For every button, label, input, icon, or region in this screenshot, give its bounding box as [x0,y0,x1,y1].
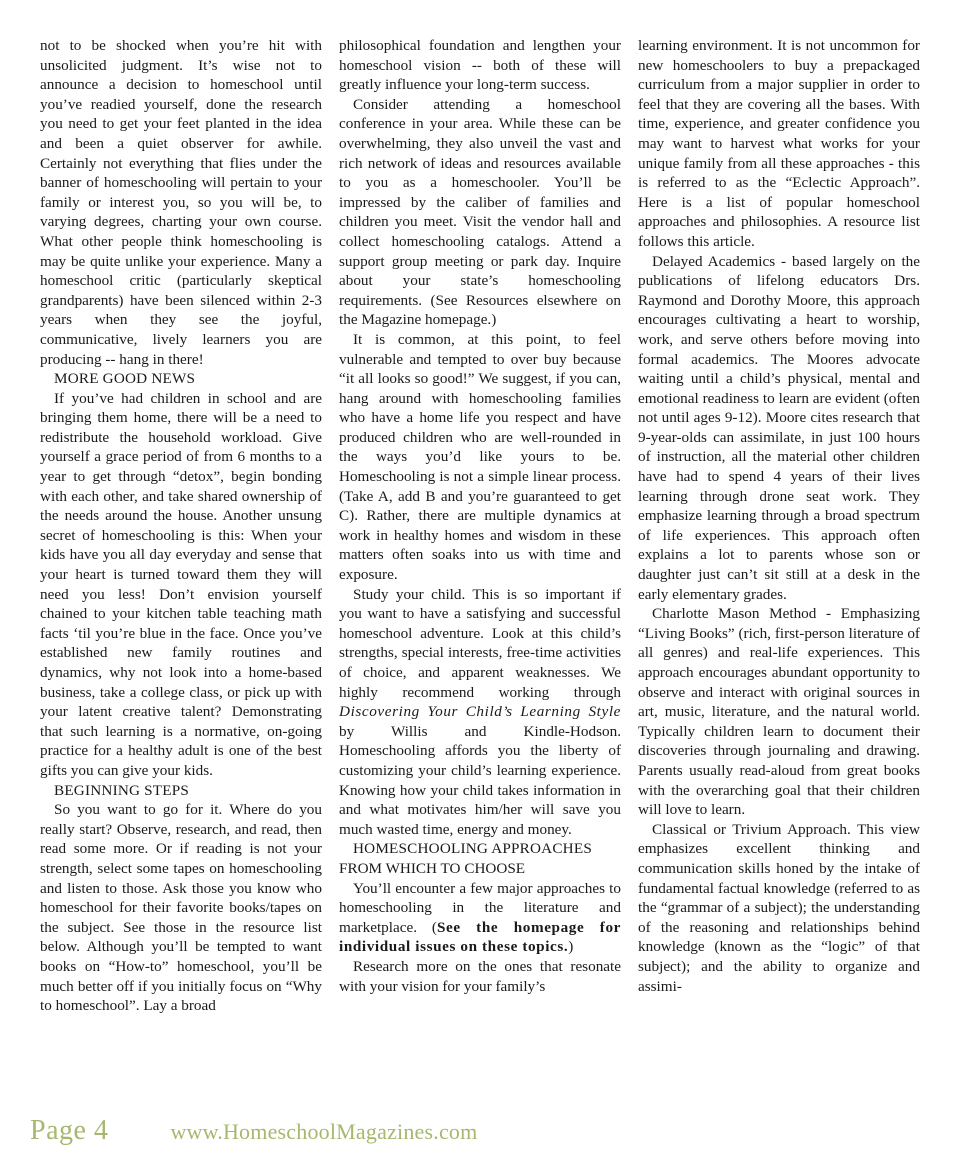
paragraph-text: Study your child. This is so important if you want to have a satisfying and successful homeschool adventure. Look at this child’s strengths, special interests, free-time activities of choice, and apparent weaknesses. We highly recommend working through [339,585,621,701]
paragraph: Charlotte Mason Method - Emphasizing “Living Books” (rich, first-person literature of all genres) and real-life experiences. This approach encourages abundant opportunity to observe and interact with original sources in art, music, literature, and the natural world. Typically children learn to document their discoveries through journaling and drawing. Parents usually read-aloud from great books with the overarching goal that their children will love to learn. [638,605,920,819]
paragraph: Consider attending a homeschool conference in your area. While these can be overwhelming, they also unveil the vast and rich network of ideas and resources available to you as a homeschooler. You’ll be impressed by the caliber of families and children you meet. Visit the vendor hall and collect homeschooling catalogs. Attend a support group meeting or park day. Inquire about your state’s homeschooling requirements. (See Resources elsewhere on the Magazine homepage.) [339,95,621,329]
page-number: Page 4 [30,1115,109,1146]
paragraph [339,879,621,957]
paragraph: Delayed Academics - based largely on the publications of lifelong educators Drs. Raymond and Dorothy Moore, this approach encourages cultivating a heart to worship, work, and serve others before moving into formal academics. The Moores advocate waiting until a child’s physical, mental and emotional readiness to learn are evident (often not until ages 9-12). Moore cites research that 9-year-olds can assimilate, in just 100 hours of instruction, all the material other children have had to spend 4 years of their lives learning through drone seat work. They emphasize learning through a broad spectrum of life experiences. This approach often explains a lot to parents whose son or daughter just can’t sit still at a desk in the early elementary grades. [638,252,920,603]
column-3 [638,36,920,1096]
paragraph: not to be shocked when you’re hit with unsolicited judgment. It’s wise not to announce a decision to homeschool until you’ve readied yourself, done the research you need to get your feet planted in the idea and been a quiet observer for awhile. Certainly not everything that flies under the banner of homeschooling will pertain to your family or interest you, so you will be, to varying degrees, charting your own course. What other people think homeschooling is may be quite unlike your experience. Many a homeschool critic (particularly skeptical grandparents) have been silenced within 2-3 years when they see the joyful, communicative, lively learners you are producing -- hang in there! [40,37,322,368]
paragraph: Classical or Trivium Approach. This view emphasizes excellent thinking and communication skills honed by the intake of fundamental factual knowledge (referred to as the “grammar of a subject); the understanding of the reasoning and relationships behind knowledge (known as the “logic” of that subject); and the ability to organize and assimi- [638,820,920,995]
paragraph-text: by Willis and Kindle-Hodson. Homeschooling affords you the liberty of customizing your child’s learning experience. Knowing how your child takes information in and what motivates him/her will save you much wasted time, energy and money. [339,722,621,838]
paragraph: philosophical foundation and lengthen your homeschool vision -- both of these will greatly influence your long-term success. [339,37,621,94]
section-heading: HOMESCHOOLING APPROACHES [353,840,592,858]
column-1 [40,36,322,1096]
paragraph-text: ) [568,938,574,956]
article-body [40,36,922,1096]
column-2 [339,36,621,1096]
paragraph: If you’ve had children in school and are bringing them home, there will be a need to redistribute the household workload. Give yourself a grace period of from 6 months to a year to get through “detox”, begin bonding with each other, and take shared ownership of the needs around the house. Another unsung secret of homeschooling is this: When your kids have you all day everyday and sense that your heart is turned toward them they will need you less! Don’t envision yourself chained to your kitchen table teaching math facts ‘til you’re blue in the face. Once you’ve established new family routines and dynamics, why not look into a home-based business, take a college class, or pick up with your latent creative talent? Demonstrating that such learning is a normative, on-going practice for a healthy adult is one of the best gifts you can give your kids. [40,389,322,779]
website-url[interactable]: www.HomeschoolMagazines.com [170,1119,478,1144]
page-footer [30,1115,477,1147]
section-heading: MORE GOOD NEWS [54,370,196,388]
paragraph-text: You’ll encounter a few major approaches to homeschooling in the literature and marketplace. ( [339,879,621,936]
bold-note: See the homepage for individual issues on these topics. [339,918,621,956]
section-heading: BEGINNING STEPS [54,781,190,799]
paragraph: It is common, at this point, to feel vulnerable and tempted to over buy because “it all looks so good!” We suggest, if you can, hang around with homeschooling families who have a home life you respect and have produced children who are well-rounded in the ways you’d like yours to be. Homeschooling is not a simple linear process. (Take A, add B and you’re guaranteed to get C). Rather, there are multiple dynamics at work in healthy homes and wisdom in these matters often soaks into us with time and exposure. [339,330,621,584]
paragraph: learning environment. It is not uncommon for new homeschoolers to buy a prepackaged curriculum from a major supplier in order to feel that they are covering all the bases. With time, experience, and greater confidence you may want to harvest what works for your unique family from all these approaches - this is referred to as the “Eclectic Approach”. Here is a list of popular homeschool approaches and philosophies. A resource list follows this article. [638,37,920,250]
paragraph: So you want to go for it. Where do you really start? Observe, research, and read, then read some more. Or if reading is not your strength, select some tapes on homeschooling and listen to those. Ask those you know who homeschool for their favorite books/tapes on the subject. See those in the resource list below. Although you’ll be tempted to want books on “How-to” homeschool, you’ll be much better off if you initially focus on “Why to homeschool”. Lay a broad [40,801,322,1015]
paragraph: Research more on the ones that resonate with your vision for your family’s [339,957,621,995]
section-heading-continued: FROM WHICH TO CHOOSE [339,859,526,877]
paragraph [339,585,621,840]
book-title: Discovering Your Child’s Learning Style [339,703,621,721]
